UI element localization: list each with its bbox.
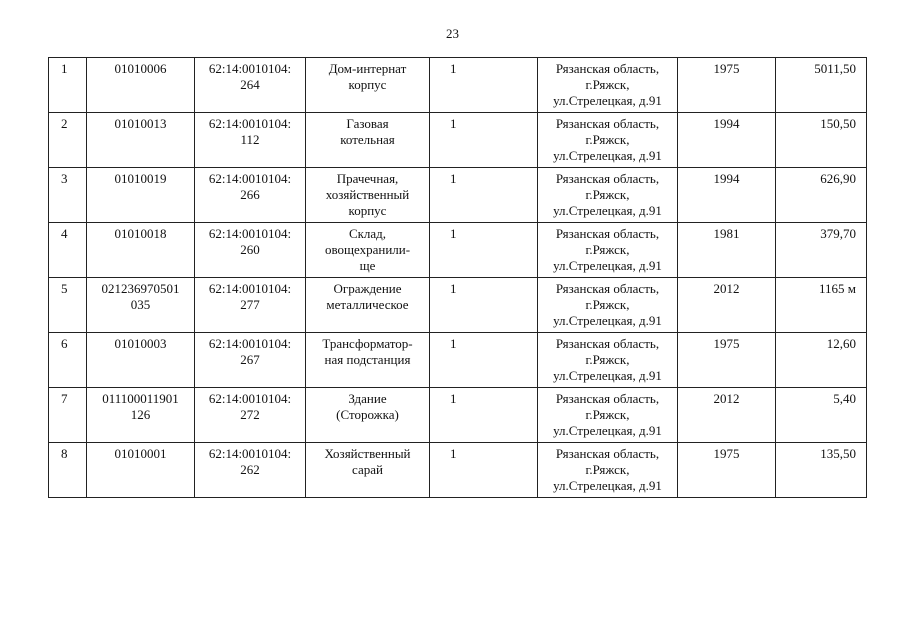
cell-cadastral-number: 62:14:0010104: 277 (195, 278, 306, 333)
table-row (49, 443, 867, 498)
cell-cadastral-number: 62:14:0010104: 272 (195, 388, 306, 443)
cell-quantity: 1 (430, 168, 538, 223)
cell-year: 1981 (678, 223, 776, 278)
cell-cadastral-number: 62:14:0010104: 264 (195, 58, 306, 113)
cell-row-number: 5 (49, 278, 87, 333)
cell-address: Рязанская область, г.Ряжск, ул.Стрелецкая, д.91 (538, 113, 678, 168)
cell-year: 1975 (678, 333, 776, 388)
cell-year: 2012 (678, 278, 776, 333)
cell-year: 1975 (678, 443, 776, 498)
table-row (49, 333, 867, 388)
cell-year: 1994 (678, 168, 776, 223)
cell-inventory-number: 01010013 (87, 113, 195, 168)
cell-object-name: Ограждение металлическое (306, 278, 430, 333)
cell-address: Рязанская область, г.Ряжск, ул.Стрелецкая, д.91 (538, 278, 678, 333)
cell-row-number: 6 (49, 333, 87, 388)
cell-cadastral-number: 62:14:0010104: 260 (195, 223, 306, 278)
cell-year: 1975 (678, 58, 776, 113)
cell-address: Рязанская область, г.Ряжск, ул.Стрелецкая, д.91 (538, 388, 678, 443)
cell-row-number: 8 (49, 443, 87, 498)
cell-object-name: Здание (Сторожка) (306, 388, 430, 443)
cell-cadastral-number: 62:14:0010104: 267 (195, 333, 306, 388)
table-row (49, 58, 867, 113)
cell-inventory-number: 01010006 (87, 58, 195, 113)
cell-quantity: 1 (430, 333, 538, 388)
cell-cadastral-number: 62:14:0010104: 112 (195, 113, 306, 168)
cell-object-name: Трансформатор- ная подстанция (306, 333, 430, 388)
cell-row-number: 1 (49, 58, 87, 113)
cell-year: 1994 (678, 113, 776, 168)
cell-address: Рязанская область, г.Ряжск, ул.Стрелецкая, д.91 (538, 223, 678, 278)
cell-area: 5011,50 (776, 58, 867, 113)
table-body (49, 58, 867, 498)
cell-row-number: 2 (49, 113, 87, 168)
cell-quantity: 1 (430, 113, 538, 168)
cell-cadastral-number: 62:14:0010104: 266 (195, 168, 306, 223)
cell-inventory-number: 01010018 (87, 223, 195, 278)
table-row (49, 113, 867, 168)
cell-inventory-number: 01010019 (87, 168, 195, 223)
cell-inventory-number: 01010001 (87, 443, 195, 498)
cell-cadastral-number: 62:14:0010104: 262 (195, 443, 306, 498)
cell-object-name: Хозяйственный сарай (306, 443, 430, 498)
table-row (49, 278, 867, 333)
cell-address: Рязанская область, г.Ряжск, ул.Стрелецкая, д.91 (538, 443, 678, 498)
cell-inventory-number: 011100011901 126 (87, 388, 195, 443)
cell-quantity: 1 (430, 443, 538, 498)
cell-object-name: Дом-интернат корпус (306, 58, 430, 113)
cell-year: 2012 (678, 388, 776, 443)
cell-quantity: 1 (430, 278, 538, 333)
cell-row-number: 4 (49, 223, 87, 278)
page-number: 23 (446, 26, 459, 41)
cell-area: 626,90 (776, 168, 867, 223)
cell-row-number: 3 (49, 168, 87, 223)
cell-inventory-number: 01010003 (87, 333, 195, 388)
cell-object-name: Склад, овощехранили- ще (306, 223, 430, 278)
cell-address: Рязанская область, г.Ряжск, ул.Стрелецкая, д.91 (538, 58, 678, 113)
table-row (49, 388, 867, 443)
cell-object-name: Прачечная, хозяйственный корпус (306, 168, 430, 223)
cell-area: 12,60 (776, 333, 867, 388)
cell-address: Рязанская область, г.Ряжск, ул.Стрелецкая, д.91 (538, 333, 678, 388)
cell-area: 5,40 (776, 388, 867, 443)
cell-quantity: 1 (430, 223, 538, 278)
cell-area: 135,50 (776, 443, 867, 498)
cell-quantity: 1 (430, 58, 538, 113)
cell-row-number: 7 (49, 388, 87, 443)
cell-area: 379,70 (776, 223, 867, 278)
cell-address: Рязанская область, г.Ряжск, ул.Стрелецкая, д.91 (538, 168, 678, 223)
cell-area: 1165 м (776, 278, 867, 333)
table-row (49, 168, 867, 223)
cell-quantity: 1 (430, 388, 538, 443)
table-row (49, 223, 867, 278)
cell-object-name: Газовая котельная (306, 113, 430, 168)
cell-area: 150,50 (776, 113, 867, 168)
cell-inventory-number: 021236970501 035 (87, 278, 195, 333)
property-table (48, 57, 867, 498)
